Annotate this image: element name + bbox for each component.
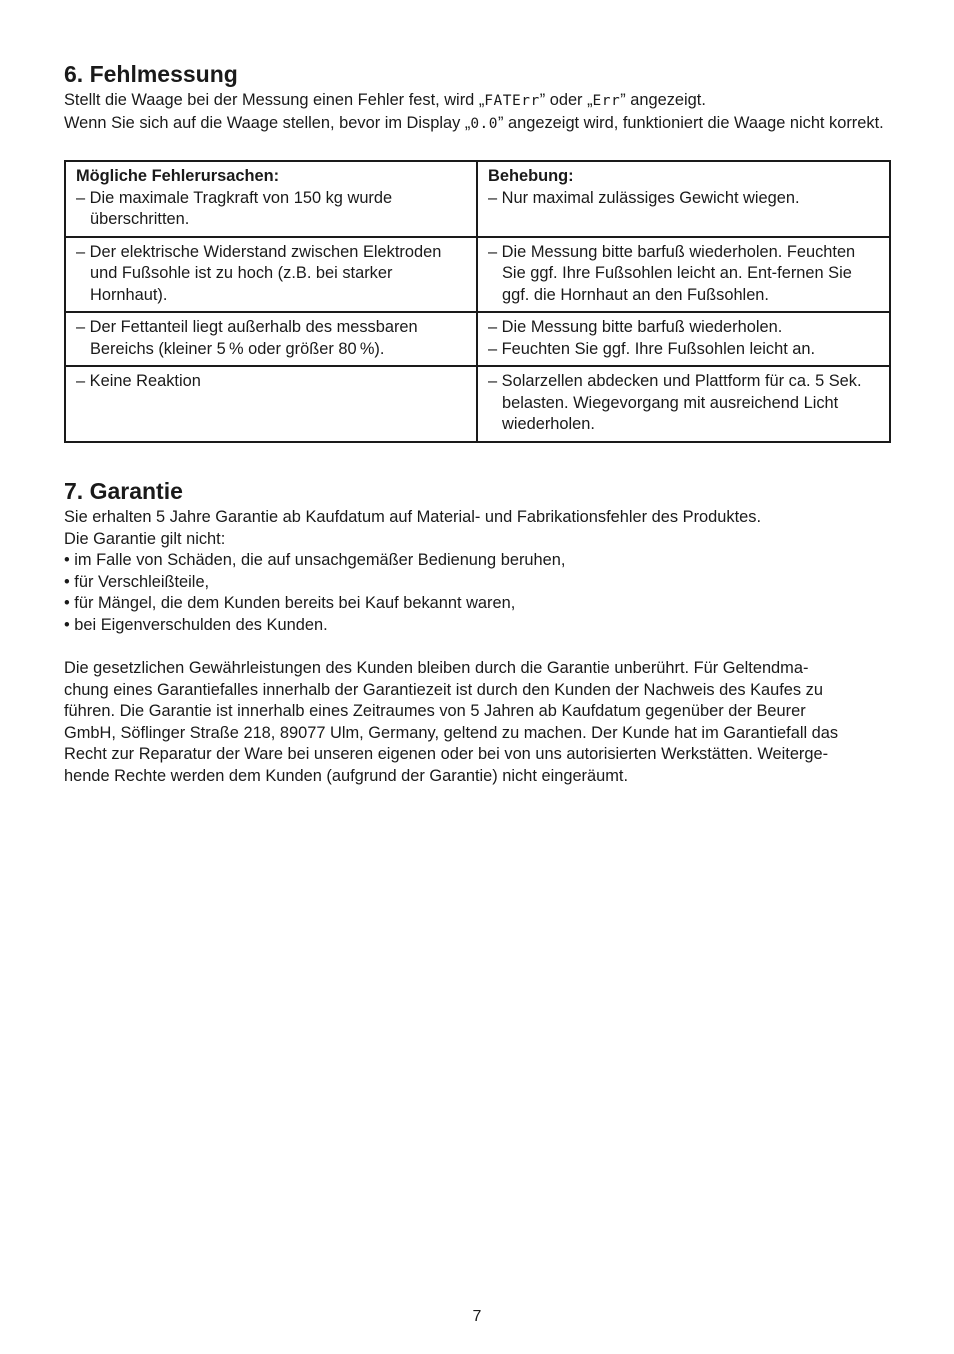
cause-cell xyxy=(65,366,477,442)
fix-cell xyxy=(477,161,890,237)
legal-text-line: hende Rechte werden dem Kunden (aufgrund der Garantie) nicht eingeräumt. xyxy=(64,766,629,785)
fix-text: – Solarzellen abdecken und Plattform für ca. 5 Sek. belasten. Wiegevorgang mit ausreichend Licht wiederholen. xyxy=(488,372,862,433)
cause-text: – Die maximale Tragkraft von 150 kg wurde überschritten. xyxy=(76,188,393,228)
fix-cell xyxy=(477,237,890,313)
fix-cell xyxy=(477,366,890,442)
intro-text: Wenn Sie sich auf die Waage stellen, bevor im Display „ xyxy=(64,113,471,132)
legal-text-line: chung eines Garantiefalles innerhalb der Garantiezeit ist durch den Kunden der Nachweis des Kaufes zu xyxy=(64,680,823,699)
legal-text-line: Die gesetzlichen Gewährleistungen des Kunden bleiben durch die Garantie unberührt. Für Geltendma- xyxy=(64,659,809,677)
lcd-zero-glyph: 0.0 xyxy=(470,115,499,132)
legal-text-line: Recht zur Reparatur der Ware bei unseren eigenen oder bei von uns autorisierten Werkstätten. Weiterge- xyxy=(64,745,829,763)
cause-cell xyxy=(65,161,477,237)
error-table-row xyxy=(65,366,890,442)
lcd-fat-glyph: FAT xyxy=(484,93,512,109)
intro-text: ” angezeigt wird, funktioniert die Waage nicht korrekt. xyxy=(498,113,884,132)
cause-cell xyxy=(65,312,477,366)
fix-text: – Nur maximal zulässiges Gewicht wiegen. xyxy=(488,188,800,207)
section-6-title: 6. Fehlmessung xyxy=(64,61,238,87)
cause-text: – Keine Reaktion xyxy=(76,372,201,390)
warranty-exclusion-item: • für Verschleißteile, xyxy=(64,572,210,591)
fix-text: – Feuchten Sie ggf. Ihre Fußsohlen leicht an. xyxy=(488,339,816,358)
warranty-exclusion-item: • bei Eigenverschulden des Kunden. xyxy=(64,615,328,634)
section-7-body xyxy=(64,507,894,636)
fix-text: – Die Messung bitte barfuß wiederholen. xyxy=(488,318,783,336)
error-table xyxy=(64,160,891,443)
error-display-line xyxy=(64,90,894,113)
page-number: 7 xyxy=(472,1308,482,1325)
intro-text: Stellt die Waage bei der Messung einen Fehler fest, wird „ xyxy=(64,91,485,109)
legal-text-line: führen. Die Garantie ist innerhalb eines Zeitraumes von 5 Jahren ab Kaufdatum gegenüber der Beurer xyxy=(64,702,806,720)
warranty-intro: Sie erhalten 5 Jahre Garantie ab Kaufdatum auf Material- und Fabrikationsfehler des Produktes. xyxy=(64,508,761,526)
section-7-title: 7. Garantie xyxy=(64,478,183,504)
warranty-legal-text xyxy=(64,658,894,787)
lcd-err-glyph: Err xyxy=(512,93,540,109)
warranty-exclusion-item: • im Falle von Schäden, die auf unsachgemäßer Bedienung beruhen, xyxy=(64,551,566,569)
warranty-exclusions-heading: Die Garantie gilt nicht: xyxy=(64,529,226,548)
error-table-row xyxy=(65,237,890,313)
intro-text: ” oder „ xyxy=(539,91,593,109)
error-table-row xyxy=(65,161,890,237)
cause-cell xyxy=(65,237,477,313)
fix-text: – Die Messung bitte barfuß wiederholen. Feuchten Sie ggf. Ihre Fußsohlen leicht an. Ent-fernen Sie ggf. die Hornhaut an den Fußsohlen. xyxy=(488,242,856,304)
causes-header: Mögliche Fehlerursachen: xyxy=(76,167,280,185)
warranty-exclusion-item: • für Mängel, die dem Kunden bereits bei Kauf bekannt waren, xyxy=(64,594,516,612)
warranty-exclusions-list xyxy=(64,550,894,636)
lcd-err-glyph: Err xyxy=(592,93,621,109)
cause-text: – Der Fettanteil liegt außerhalb des messbaren Bereichs (kleiner 5 % oder größer 80 %). xyxy=(76,318,418,358)
display-zero-line xyxy=(64,113,894,136)
error-table-row xyxy=(65,312,890,366)
fix-header: Behebung: xyxy=(488,167,574,185)
legal-text-line: GmbH, Söflinger Straße 218, 89077 Ulm, Germany, geltend zu machen. Der Kunde hat im Garantiefall das xyxy=(64,723,839,742)
cause-text: – Der elektrische Widerstand zwischen Elektroden und Fußsohle ist zu hoch (z.B. bei starker Hornhaut). xyxy=(76,242,442,304)
fix-cell xyxy=(477,312,890,366)
section-6-intro xyxy=(64,90,894,135)
intro-text: ” angezeigt. xyxy=(620,91,706,109)
